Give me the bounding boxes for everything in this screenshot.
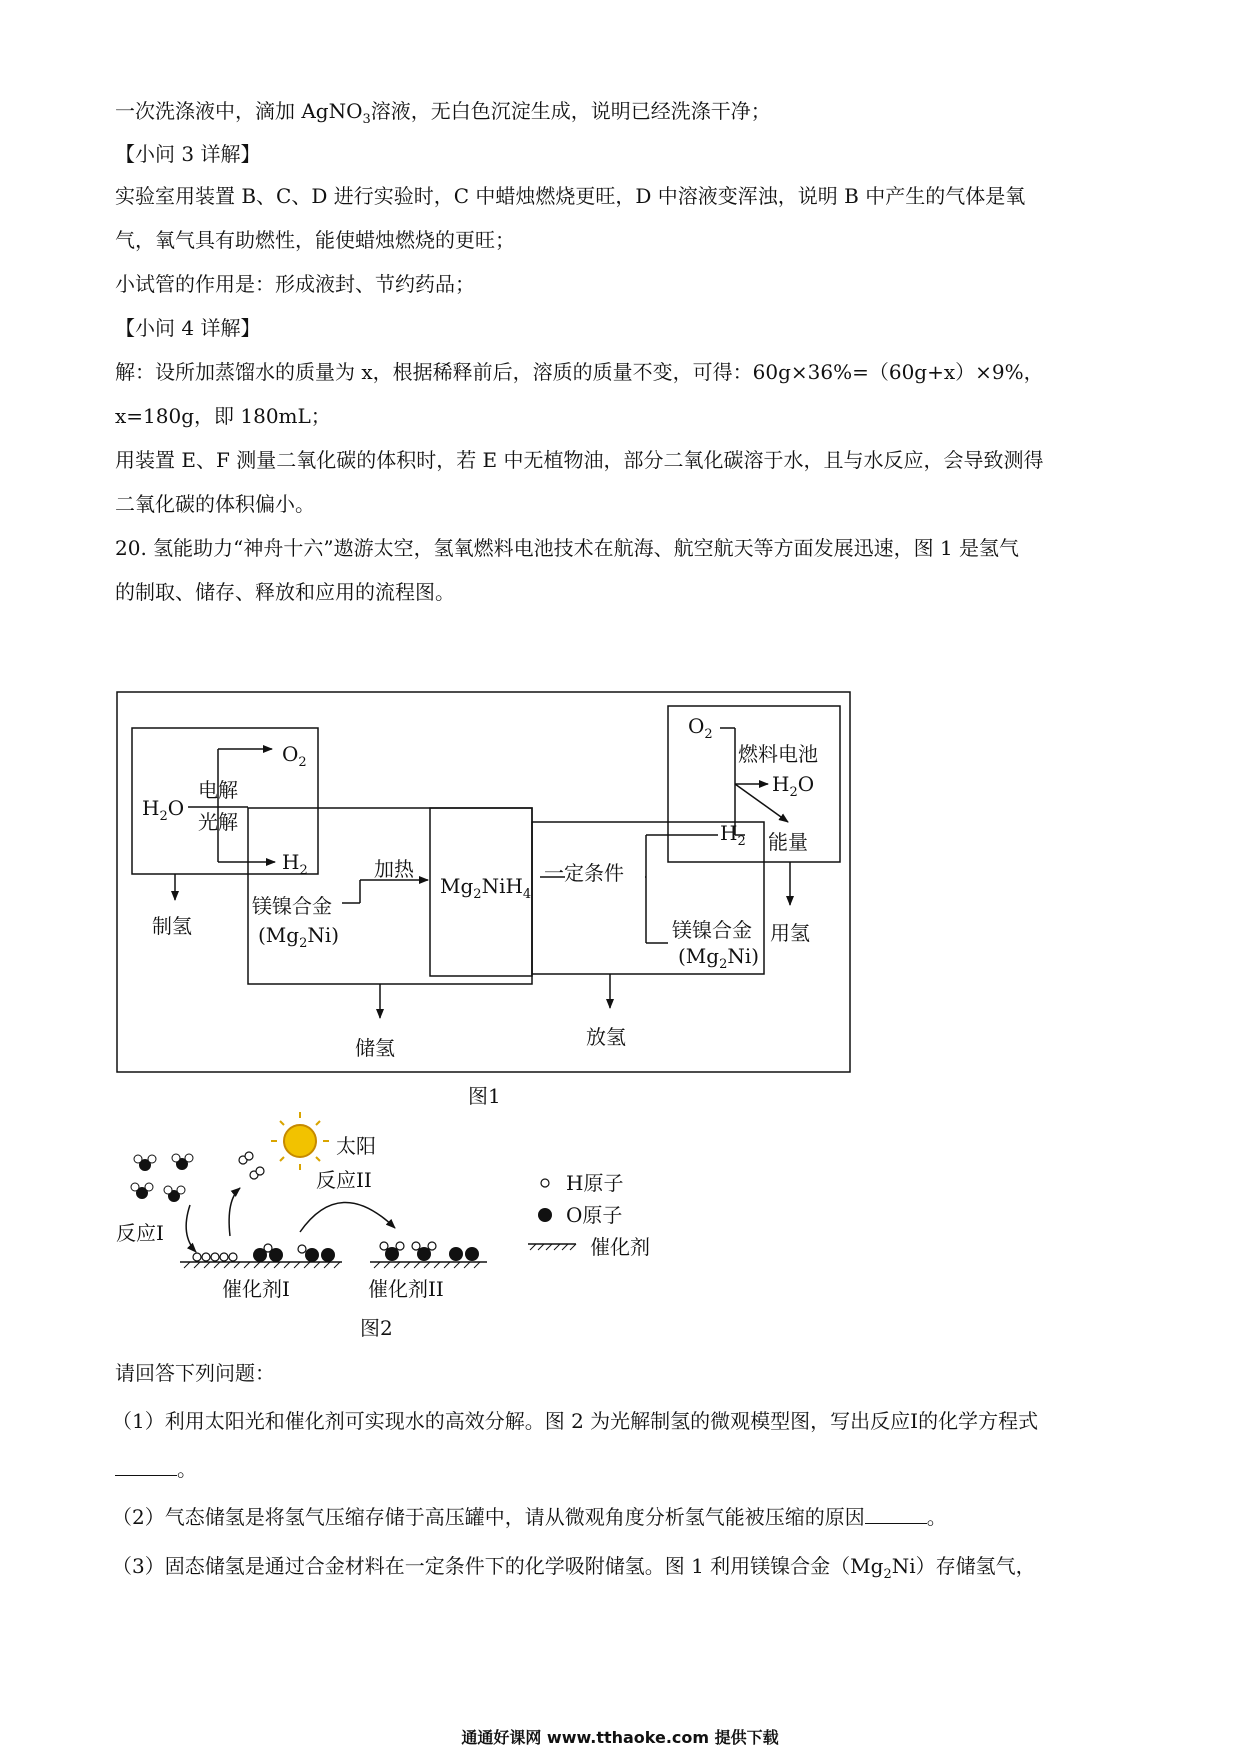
question-3: （3）固态储氢是通过合金材料在一定条件下的化学吸附储氢。图 1 利用镁镍合金$(Mg_2Ni)$存储氢气， <box>112 1554 1036 1582</box>
catalyst-2-label: 催化剂II <box>368 1277 444 1301</box>
text-line-7: 解：设所加蒸馏水的质量为 x，根据稀释前后，溶质的质量不变，可得：60g×36%=（60g+x）×9%， <box>115 360 1044 384</box>
reaction-2-label: 反应II <box>316 1168 372 1192</box>
text-line-9: 用装置 E、F 测量二氧化碳的体积时，若 E 中无植物油，部分二氧化碳溶于水，且与水反应，会导致测得 <box>115 448 1044 472</box>
hydrogen-use-label: 用氢 <box>770 921 810 945</box>
legend-h-atom-icon <box>541 1179 549 1187</box>
text-line-8: x=180g，即 180mL； <box>115 404 331 428</box>
text-line-3: 实验室用装置 B、C、D 进行实验时，C 中蜡烛燃烧更旺，D 中溶液变浑浊，说明 B 中产生的气体是氧 <box>115 184 1026 208</box>
legend-o-atom-label: O原子 <box>566 1203 623 1227</box>
alloy-formula-label: $(Mg_2Ni)$ <box>258 923 340 951</box>
answer-blank-1[interactable] <box>115 1457 177 1476</box>
h2-product-label: $H_2$ <box>282 850 308 878</box>
hydrogen-release-label: 放氢 <box>586 1025 626 1049</box>
question-intro: 请回答下列问题： <box>115 1361 275 1385</box>
h2o-output-label: $H_2O$ <box>772 772 815 800</box>
photolysis-label: 光解 <box>198 810 238 834</box>
catalyst-1-label: 催化剂I <box>222 1277 290 1301</box>
text-line-10: 二氧化碳的体积偏小。 <box>115 492 315 516</box>
figure-1-caption: 图1 <box>468 1084 501 1108</box>
answer-blank-2[interactable] <box>865 1505 927 1524</box>
hydrogen-production-label: 制氢 <box>152 914 192 938</box>
footer: 通通好课网 www.tthaoke.com 提供下载 <box>461 1728 779 1747</box>
question-20-line-1: 20. 氢能助力“神舟十六”遨游太空，氢氧燃料电池技术在航海、航空航天等方面发展迅速，图 1 是氢气 <box>115 536 1020 560</box>
energy-label: 能量 <box>768 830 808 854</box>
question-2: （2）气态储氢是将氢气压缩存储于高压罐中，请从微观角度分析氢气能被压缩的原因 。 <box>112 1505 947 1529</box>
text-line-4: 气，氧气具有助燃性，能使蜡烛燃烧的更旺； <box>115 228 515 252</box>
legend-h-atom-label: H原子 <box>566 1171 624 1195</box>
question-20-line-2: 的制取、储存、释放和应用的流程图。 <box>115 580 455 604</box>
subquestion-heading-3: 【小问 3 详解】 <box>115 142 261 166</box>
text-line-1: 一次洗涤液中，滴加 AgNO$_3$溶液，无白色沉淀生成，说明已经洗涤干净； <box>115 99 771 127</box>
figure-2-caption: 图2 <box>360 1316 393 1340</box>
subquestion-heading-4: 【小问 4 详解】 <box>115 316 261 340</box>
h2-input-label: $H_2$ <box>720 821 746 849</box>
water-molecules <box>131 1154 193 1202</box>
mg2nih4-label: $Mg_2NiH_4$ <box>440 874 532 902</box>
text-line-5: 小试管的作用是：形成液封、节约药品； <box>115 272 475 296</box>
alloy-label: 镁镍合金 <box>252 894 332 918</box>
reaction-1-label: 反应I <box>116 1221 164 1245</box>
o2-input-label: $O_2$ <box>688 714 713 742</box>
heating-label: 加热 <box>374 857 414 881</box>
alloy2-label: 镁镍合金 <box>672 918 752 942</box>
question-1-answer: 。 <box>115 1454 197 1484</box>
legend-o-atom-icon <box>538 1208 552 1222</box>
electrolysis-label: 电解 <box>198 778 238 802</box>
sun-label: 太阳 <box>336 1134 376 1158</box>
sun-icon <box>284 1125 316 1157</box>
certain-conditions-label: 一定条件 <box>544 861 624 885</box>
hydrogen-storage-label: 储氢 <box>355 1036 395 1060</box>
o2-product-label: $O_2$ <box>282 742 307 770</box>
legend-catalyst-label: 催化剂 <box>590 1235 650 1259</box>
h2o-label: $H_2O$ <box>142 796 185 824</box>
fuel-cell-label: 燃料电池 <box>738 742 818 766</box>
question-1: （1）利用太阳光和催化剂可实现水的高效分解。图 2 为光解制氢的微观模型图，写出反应Ⅰ的化学方程式 <box>112 1409 1039 1433</box>
alloy2-formula-label: $(Mg_2Ni)$ <box>678 944 760 972</box>
